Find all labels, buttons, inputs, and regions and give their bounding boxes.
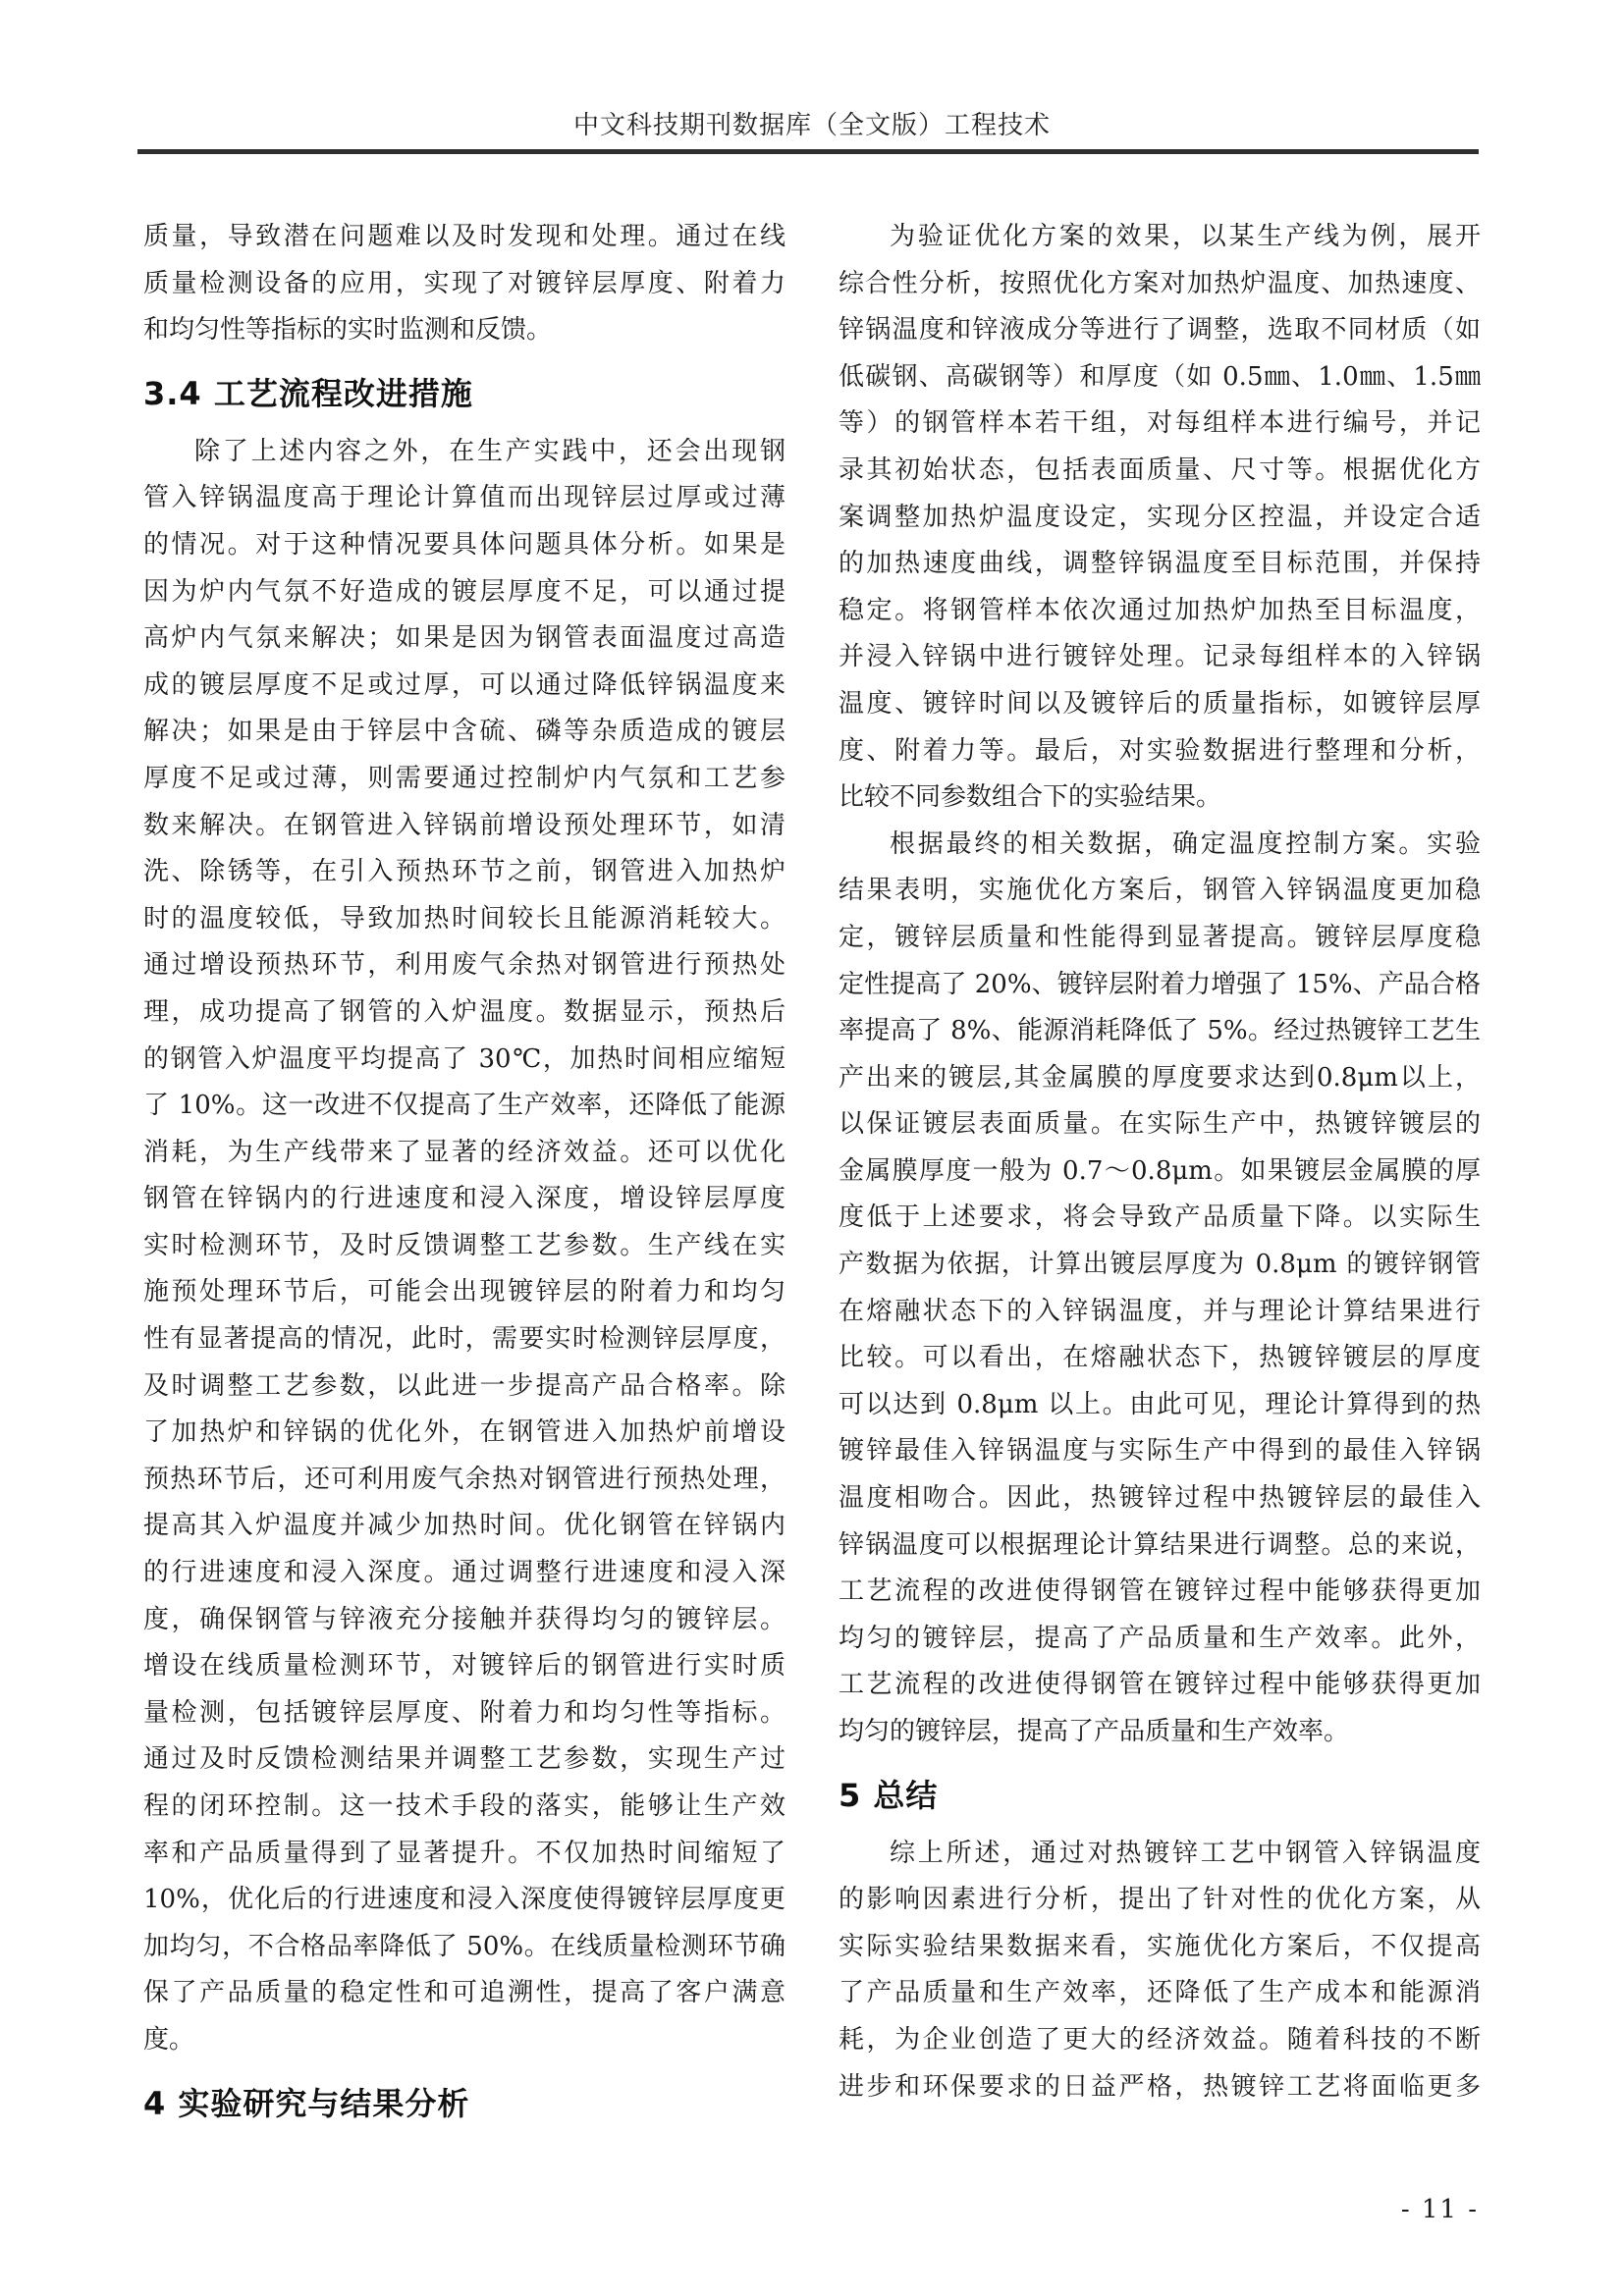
text-line: 的影响因素进行分析，提出了针对性的优化方案，从 bbox=[839, 1885, 1481, 1915]
text-line: 案调整加热炉温度设定，实现分区控温，并设定合适 bbox=[839, 502, 1481, 532]
text-line: 量检测，包括镀锌层厚度、附着力和均匀性等指标。 bbox=[143, 1697, 785, 1728]
text-line: 除了上述内容之外，在生产实践中，还会出现钢 bbox=[194, 436, 785, 466]
text-line: 率提高了 8%、能源消耗降低了 5%。经过热镀锌工艺生 bbox=[839, 1016, 1481, 1046]
text-line: 性有显著提高的情况，此时，需要实时检测锌层厚度， bbox=[143, 1324, 785, 1355]
text-line: 锌锅温度和锌液成分等进行了调整，选取不同材质（如 bbox=[839, 315, 1481, 346]
text-line: 施预处理环节后，可能会出现镀锌层的附着力和均匀 bbox=[143, 1277, 785, 1308]
text-line: 比较。可以看出，在熔融状态下，热镀锌镀层的厚度 bbox=[839, 1343, 1481, 1373]
text-line: 增设在线质量检测环节，对镀锌后的钢管进行实时质 bbox=[143, 1651, 785, 1682]
text-line: 的钢管入炉温度平均提高了 30℃，加热时间相应缩短 bbox=[143, 1043, 785, 1074]
text-line: 金属膜厚度一般为 0.7～0.8μm。如果镀层金属膜的厚 bbox=[839, 1155, 1481, 1186]
text-line: 为验证优化方案的效果，以某生产线为例，展开 bbox=[890, 222, 1481, 251]
text-line: 了加热炉和锌锅的优化外，在钢管进入加热炉前增设 bbox=[143, 1417, 785, 1448]
text-line: 度、附着力等。最后，对实验数据进行整理和分析， bbox=[839, 735, 1481, 766]
text-line: 成的镀层厚度不足或过厚，可以通过降低锌锅温度来 bbox=[143, 669, 785, 700]
text-line: 厚度不足或过薄，则需要通过控制炉内气氛和工艺参 bbox=[143, 763, 785, 793]
text-line: 镀锌最佳入锌锅温度与实际生产中得到的最佳入锌锅 bbox=[839, 1436, 1481, 1467]
header-divider-rule bbox=[137, 149, 1479, 154]
text-line: 了产品质量和生产效率，还降低了生产成本和能源消 bbox=[839, 1978, 1481, 2008]
text-line: 预热环节后，还可利用废气余热对钢管进行预热处理， bbox=[143, 1464, 785, 1494]
text-line: 数来解决。在钢管进入锌锅前增设预处理环节，如清 bbox=[143, 810, 785, 840]
text-line: 工艺流程的改进使得钢管在镀锌过程中能够获得更加 bbox=[839, 1670, 1481, 1700]
text-line: 产出来的镀层,其金属膜的厚度要求达到0.8μm以上， bbox=[839, 1062, 1481, 1093]
text-line: 产数据为依据，计算出镀层厚度为 0.8μm 的镀锌钢管 bbox=[839, 1250, 1481, 1280]
text-line: 实时检测环节，及时反馈调整工艺参数。生产线在实 bbox=[143, 1230, 785, 1260]
text-line: 的行进速度和浸入深度。通过调整行进速度和浸入深 bbox=[143, 1558, 785, 1588]
text-line: 保了产品质量的稳定性和可追溯性，提高了客户满意 bbox=[143, 1978, 785, 2008]
text-line: 理，成功提高了钢管的入炉温度。数据显示，预热后 bbox=[143, 996, 785, 1027]
section-heading: 5 总结 bbox=[839, 1776, 939, 1814]
text-line: 消耗，为生产线带来了显著的经济效益。还可以优化 bbox=[143, 1137, 785, 1167]
text-line: 以保证镀层表面质量。在实际生产中，热镀锌镀层的 bbox=[839, 1109, 1481, 1140]
text-line: 低碳钢、高碳钢等）和厚度（如 0.5㎜、1.0㎜、1.5㎜ bbox=[839, 361, 1481, 392]
journal-header-title: 中文科技期刊数据库（全文版）工程技术 bbox=[572, 111, 1051, 140]
text-line: 和均匀性等指标的实时监测和反馈。 bbox=[143, 315, 553, 346]
text-line: 的加热速度曲线，调整锌锅温度至目标范围，并保持 bbox=[839, 549, 1481, 579]
text-line: 洗、除锈等，在引入预热环节之前，钢管进入加热炉 bbox=[143, 857, 785, 887]
text-line: 综合性分析，按照优化方案对加热炉温度、加热速度、 bbox=[839, 268, 1481, 298]
text-line: 加均匀，不合格品率降低了 50%。在线质量检测环节确 bbox=[143, 1931, 785, 1961]
text-line: 时的温度较低，导致加热时间较长且能源消耗较大。 bbox=[143, 903, 785, 934]
text-line: 通过及时反馈检测结果并调整工艺参数，实现生产过 bbox=[143, 1744, 785, 1775]
text-line: 高炉内气氛来解决；如果是因为钢管表面温度过高造 bbox=[143, 623, 785, 654]
text-column-left bbox=[143, 214, 785, 2139]
text-line: 并浸入锌锅中进行镀锌处理。记录每组样本的入锌锅 bbox=[839, 642, 1481, 672]
text-line: 通过增设预热环节，利用废气余热对钢管进行预热处 bbox=[143, 950, 785, 981]
text-line: 在熔融状态下的入锌锅温度，并与理论计算结果进行 bbox=[839, 1296, 1481, 1326]
text-line: 了 10%。这一改进不仅提高了生产效率，还降低了能源 bbox=[143, 1091, 785, 1121]
text-line: 度，确保钢管与锌液充分接触并获得均匀的镀锌层。 bbox=[143, 1604, 785, 1634]
text-line: 解决；如果是由于锌层中含硫、磷等杂质造成的镀层 bbox=[143, 717, 785, 747]
text-line: 锌锅温度可以根据理论计算结果进行调整。总的来说， bbox=[839, 1529, 1481, 1560]
text-line: 均匀的镀锌层，提高了产品质量和生产效率。 bbox=[839, 1717, 1350, 1746]
section-heading: 4 实验研究与结果分析 bbox=[143, 2084, 470, 2122]
text-line: 的情况。对于这种情况要具体问题具体分析。如果是 bbox=[143, 529, 785, 560]
text-line: 及时调整工艺参数，以此进一步提高产品合格率。除 bbox=[143, 1370, 785, 1401]
text-line: 度。 bbox=[143, 2024, 195, 2055]
text-line: 等）的钢管样本若干组，对每组样本进行编号，并记 bbox=[839, 408, 1481, 439]
text-line: 10%，优化后的行进速度和浸入深度使得镀锌层厚度更 bbox=[143, 1885, 785, 1915]
page-number: - 11 - bbox=[1400, 2195, 1479, 2224]
text-line: 提高其入炉温度并减少加热时间。优化钢管在锌锅内 bbox=[143, 1511, 785, 1541]
text-line: 钢管在锌锅内的行进速度和浸入深度，增设锌层厚度 bbox=[143, 1184, 785, 1214]
text-line: 定，镀锌层质量和性能得到显著提高。镀锌层厚度稳 bbox=[839, 922, 1481, 952]
text-line: 度低于上述要求，将会导致产品质量下降。以实际生 bbox=[839, 1202, 1481, 1233]
text-line: 比较不同参数组合下的实验结果。 bbox=[839, 782, 1222, 813]
paragraph bbox=[143, 429, 785, 2064]
text-line: 综上所述，通过对热镀锌工艺中钢管入锌锅温度 bbox=[890, 1838, 1481, 1868]
text-line: 定性提高了 20%、镀锌层附着力增强了 15%、产品合格 bbox=[839, 969, 1481, 999]
text-line: 稳定。将钢管样本依次通过加热炉加热至目标温度， bbox=[839, 595, 1481, 625]
text-column-right bbox=[839, 214, 1481, 2110]
paragraph bbox=[839, 822, 1481, 1756]
text-line: 质量，导致潜在问题难以及时发现和处理。通过在线 bbox=[143, 222, 785, 251]
paragraph bbox=[143, 214, 785, 354]
text-line: 温度相吻合。因此，热镀锌过程中热镀锌层的最佳入 bbox=[839, 1483, 1481, 1514]
text-line: 录其初始状态，包括表面质量、尺寸等。根据优化方 bbox=[839, 454, 1481, 485]
text-line: 实际实验结果数据来看，实施优化方案后，不仅提高 bbox=[839, 1931, 1481, 1961]
text-line: 管入锌锅温度高于理论计算值而出现锌层过厚或过薄 bbox=[143, 483, 785, 513]
text-line: 率和产品质量得到了显著提升。不仅加热时间缩短了 bbox=[143, 1838, 785, 1868]
text-line: 因为炉内气氛不好造成的镀层厚度不足，可以通过提 bbox=[143, 576, 785, 607]
text-line: 工艺流程的改进使得钢管在镀锌过程中能够获得更加 bbox=[839, 1576, 1481, 1607]
text-line: 均匀的镀锌层，提高了产品质量和生产效率。此外， bbox=[839, 1623, 1481, 1653]
text-line: 结果表明，实施优化方案后，钢管入锌锅温度更加稳 bbox=[839, 876, 1481, 906]
text-line: 可以达到 0.8μm 以上。由此可见，理论计算得到的热 bbox=[839, 1389, 1481, 1419]
paragraph bbox=[839, 1831, 1481, 2111]
text-line: 耗，为企业创造了更大的经济效益。随着科技的不断 bbox=[839, 2024, 1481, 2055]
text-line: 质量检测设备的应用，实现了对镀锌层厚度、附着力 bbox=[143, 268, 785, 298]
section-heading: 3.4 工艺流程改进措施 bbox=[143, 374, 473, 412]
text-line: 温度、镀锌时间以及镀锌后的质量指标，如镀锌层厚 bbox=[839, 688, 1481, 719]
text-line: 根据最终的相关数据，确定温度控制方案。实验 bbox=[890, 828, 1481, 859]
text-line: 进步和环保要求的日益严格，热镀锌工艺将面临更多 bbox=[839, 2071, 1481, 2102]
paragraph bbox=[839, 214, 1481, 822]
text-line: 程的闭环控制。这一技术手段的落实，能够让生产效 bbox=[143, 1791, 785, 1821]
page-body bbox=[143, 214, 1483, 2139]
